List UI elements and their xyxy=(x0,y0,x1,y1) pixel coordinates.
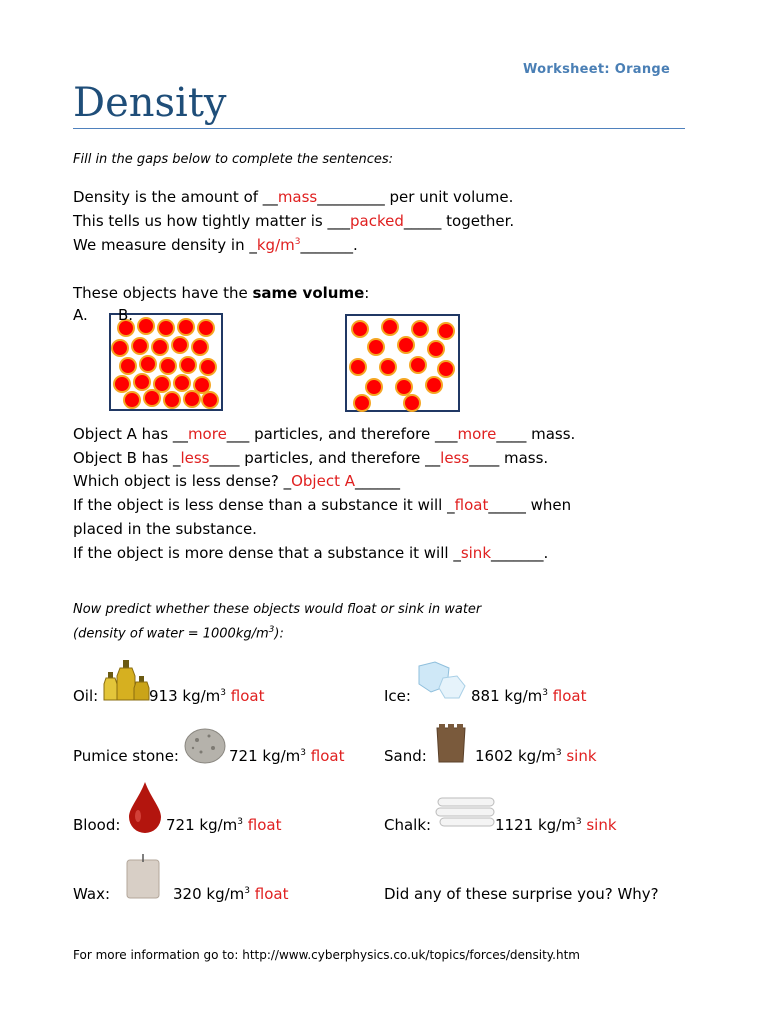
particle xyxy=(115,377,129,391)
question-object-b: Object B has _less____ particles, and therefore __less____ mass. xyxy=(73,449,549,467)
particle xyxy=(383,320,397,334)
particle xyxy=(159,321,173,335)
footer-info: For more information go to: http://www.cyberphysics.co.uk/topics/forces/density.htm xyxy=(73,948,580,962)
page-title: Density xyxy=(73,80,227,126)
oil-label: Oil: xyxy=(73,687,99,705)
wax-candle-icon xyxy=(124,852,162,900)
sentence-density-definition: Density is the amount of __mass_________ per unit volume. xyxy=(73,188,514,206)
particle xyxy=(135,375,149,389)
particle xyxy=(369,340,383,354)
particle xyxy=(155,377,169,391)
ice-cubes-icon xyxy=(415,660,467,702)
oil-answer: float xyxy=(230,687,265,705)
blood-answer: float xyxy=(247,816,282,834)
question-float-continued: placed in the substance. xyxy=(73,520,257,538)
particle xyxy=(193,340,207,354)
particle xyxy=(139,319,153,333)
title-divider xyxy=(73,128,685,129)
same-volume-intro: These objects have the same volume: xyxy=(73,284,370,302)
sentence-units: We measure density in $\_kg/m^3\_\_\_\_\_\_\_$. xyxy=(73,236,358,254)
question-object-a: Object A has __more___ particles, and therefore ___more____ mass. xyxy=(73,425,576,443)
wax-density: 320 $kg/m^3$ float xyxy=(173,885,289,903)
pumice-density: 721 $kg/m^3$ float xyxy=(229,747,345,765)
ice-density: 881 $kg/m^3$ float xyxy=(471,687,587,705)
chalk-answer: sink xyxy=(586,816,617,834)
answer-units: $kg/m^3$ xyxy=(256,236,301,254)
particle xyxy=(353,322,367,336)
surprise-question: Did any of these surprise you? Why? xyxy=(384,885,659,903)
sand-density: 1602 $kg/m^3$ sink xyxy=(475,747,597,765)
question-float: If the object is less dense than a substance it will _float_____ when xyxy=(73,496,572,514)
particle xyxy=(413,322,427,336)
particle xyxy=(411,358,425,372)
chalk-density: 1121 $kg/m^3$ sink xyxy=(495,816,617,834)
sand-castle-icon xyxy=(431,720,471,766)
gap-fill-instruction: Fill in the gaps below to complete the sentences: xyxy=(73,152,393,167)
particle xyxy=(381,360,395,374)
particle xyxy=(133,339,147,353)
particle xyxy=(439,362,453,376)
sand-answer: sink xyxy=(566,747,597,765)
ice-answer: float xyxy=(552,687,587,705)
particle xyxy=(399,338,413,352)
particle xyxy=(405,396,419,410)
particle xyxy=(153,340,167,354)
blood-density: 721 $kg/m^3$ float xyxy=(166,816,282,834)
answer-mass: mass xyxy=(277,188,318,206)
particle xyxy=(355,396,369,410)
particle xyxy=(199,321,213,335)
chalk-label: Chalk: xyxy=(384,816,432,834)
wax-answer: float xyxy=(254,885,289,903)
question-sink: If the object is more dense that a substance it will _sink_______. xyxy=(73,544,549,562)
particle xyxy=(175,376,189,390)
particle xyxy=(203,393,217,407)
particle xyxy=(195,378,209,392)
wax-label: Wax: xyxy=(73,885,110,903)
particle xyxy=(181,358,195,372)
object-a-box xyxy=(109,313,223,411)
oil-bottles-icon xyxy=(103,658,153,702)
particle xyxy=(165,393,179,407)
blood-label: Blood: xyxy=(73,816,121,834)
particle xyxy=(367,380,381,394)
object-a-label: A. xyxy=(73,306,88,324)
particle xyxy=(429,342,443,356)
particle xyxy=(179,320,193,334)
object-b-label: B. xyxy=(118,306,134,324)
particle xyxy=(397,380,411,394)
water-density-note: (density of water = $1000kg/m^3$): xyxy=(73,625,284,642)
ice-label: Ice: xyxy=(384,687,411,705)
pumice-answer: float xyxy=(310,747,345,765)
particle xyxy=(173,338,187,352)
particle xyxy=(439,324,453,338)
particle xyxy=(125,393,139,407)
particle xyxy=(145,391,159,405)
sand-label: Sand: xyxy=(384,747,427,765)
blood-drop-icon xyxy=(127,780,163,834)
particle xyxy=(113,341,127,355)
predict-instruction: Now predict whether these objects would float or sink in water xyxy=(73,602,482,617)
particle xyxy=(427,378,441,392)
worksheet-label: Worksheet: Orange xyxy=(523,62,671,77)
particle xyxy=(121,359,135,373)
particle xyxy=(185,392,199,406)
answer-packed: packed xyxy=(350,212,404,230)
question-less-dense: Which object is less dense? _Object A______ xyxy=(73,472,400,490)
particle xyxy=(161,359,175,373)
chalk-sticks-icon xyxy=(434,794,498,830)
object-b-box xyxy=(345,314,460,412)
particle xyxy=(141,357,155,371)
sentence-packed: This tells us how tightly matter is ___packed_____ together. xyxy=(73,212,515,230)
pumice-label: Pumice stone: xyxy=(73,747,179,765)
particle xyxy=(201,360,215,374)
oil-density: 913 $kg/m^3$ float xyxy=(149,687,265,705)
particle xyxy=(351,360,365,374)
pumice-stone-icon xyxy=(183,724,227,766)
